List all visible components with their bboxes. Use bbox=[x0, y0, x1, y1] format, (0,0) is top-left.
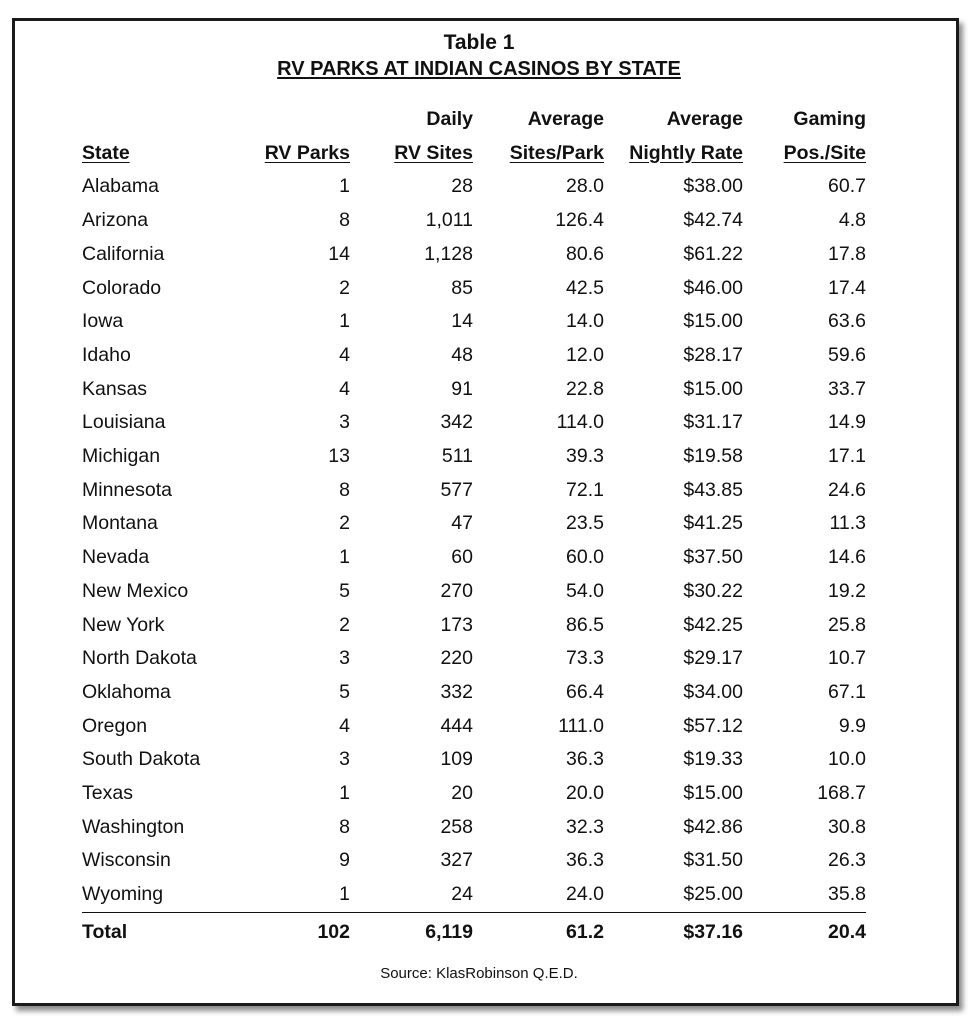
cell-gaming: 33.7 bbox=[828, 377, 866, 400]
cell-avg-sites: 42.5 bbox=[566, 276, 604, 299]
cell-avg-sites: 80.6 bbox=[566, 242, 604, 265]
header-avg-sites-line1: Average bbox=[527, 108, 604, 130]
cell-avg-rate: $41.25 bbox=[683, 512, 743, 535]
cell-rv-sites: 1,011 bbox=[425, 209, 473, 232]
header-rv-sites-line1: Daily bbox=[426, 108, 473, 130]
cell-rv-sites: 1,128 bbox=[424, 242, 473, 265]
table-row bbox=[82, 507, 866, 541]
cell-rv-sites: 47 bbox=[451, 512, 473, 535]
cell-gaming: 63.6 bbox=[828, 310, 866, 333]
cell-gaming: 30.8 bbox=[828, 815, 866, 838]
cell-avg-rate: $46.00 bbox=[683, 276, 743, 299]
cell-rv-sites: 48 bbox=[451, 343, 473, 366]
cell-avg-sites: 66.4 bbox=[566, 680, 604, 703]
cell-rv-sites: 332 bbox=[440, 680, 473, 703]
cell-rv-parks: 4 bbox=[339, 377, 350, 400]
cell-avg-sites: 14.0 bbox=[566, 310, 604, 333]
cell-state: Louisiana bbox=[82, 411, 166, 434]
cell-rv-sites: 24 bbox=[451, 883, 473, 906]
cell-gaming: 10.7 bbox=[828, 647, 866, 670]
header-row-2 bbox=[82, 137, 866, 171]
table-row bbox=[82, 575, 866, 609]
cell-rv-sites: 444 bbox=[440, 714, 473, 737]
cell-avg-rate: $15.00 bbox=[683, 377, 743, 400]
cell-avg-sites: 36.3 bbox=[566, 849, 604, 872]
table-row bbox=[82, 743, 866, 777]
cell-state: Kansas bbox=[82, 377, 148, 400]
cell-gaming: 60.7 bbox=[828, 175, 866, 198]
cell-rv-parks: 1 bbox=[339, 310, 350, 333]
cell-rv-parks: 9 bbox=[339, 849, 350, 872]
cell-gaming: 17.8 bbox=[828, 242, 866, 265]
cell-rv-parks: 2 bbox=[339, 512, 350, 535]
cell-avg-sites: 36.3 bbox=[566, 748, 604, 771]
cell-avg-rate: $19.58 bbox=[683, 445, 743, 468]
cell-gaming: 59.6 bbox=[828, 343, 866, 366]
table-row bbox=[82, 811, 866, 845]
total-rv-sites: 6,119 bbox=[350, 912, 473, 951]
cell-state: Montana bbox=[82, 512, 158, 535]
cell-avg-rate: $19.33 bbox=[683, 748, 743, 771]
cell-rv-sites: 109 bbox=[440, 748, 473, 771]
total-rv-parks: 102 bbox=[242, 912, 350, 951]
total-avg-rate: $37.16 bbox=[604, 912, 743, 951]
cell-gaming: 4.8 bbox=[838, 209, 866, 232]
table-row bbox=[82, 474, 866, 508]
cell-avg-rate: $30.22 bbox=[683, 579, 743, 602]
cell-gaming: 26.3 bbox=[828, 849, 866, 872]
cell-state: New Mexico bbox=[82, 579, 189, 602]
header-avg-sites bbox=[473, 137, 604, 171]
cell-rv-sites: 220 bbox=[440, 647, 473, 670]
cell-gaming: 14.9 bbox=[828, 411, 866, 434]
cell-avg-sites: 20.0 bbox=[566, 782, 604, 805]
table-row bbox=[82, 844, 866, 878]
header-avg-rate-line1: Average bbox=[666, 108, 743, 130]
cell-rv-sites: 20 bbox=[451, 782, 473, 805]
cell-rv-sites: 85 bbox=[451, 276, 473, 299]
cell-state: Washington bbox=[82, 815, 185, 838]
cell-avg-rate: $25.00 bbox=[683, 883, 743, 906]
cell-avg-rate: $61.22 bbox=[683, 242, 743, 265]
header-row-1 bbox=[82, 103, 866, 137]
cell-avg-rate: $37.50 bbox=[683, 546, 743, 569]
cell-rv-sites: 14 bbox=[451, 310, 473, 333]
cell-state: North Dakota bbox=[82, 647, 197, 670]
cell-rv-parks: 13 bbox=[328, 445, 350, 468]
cell-rv-parks: 8 bbox=[339, 815, 350, 838]
rv-parks-table bbox=[82, 103, 866, 951]
cell-gaming: 11.3 bbox=[829, 512, 866, 535]
cell-rv-parks: 4 bbox=[339, 714, 350, 737]
cell-avg-sites: 72.1 bbox=[566, 478, 604, 501]
table-row bbox=[82, 609, 866, 643]
table-row bbox=[82, 440, 866, 474]
cell-avg-sites: 86.5 bbox=[566, 613, 604, 636]
table-row bbox=[82, 878, 866, 912]
cell-state: Colorado bbox=[82, 276, 162, 299]
cell-gaming: 35.8 bbox=[828, 883, 866, 906]
cell-state: Iowa bbox=[82, 310, 124, 333]
cell-state: Alabama bbox=[82, 175, 159, 198]
table-row bbox=[82, 373, 866, 407]
cell-avg-rate: $15.00 bbox=[683, 310, 743, 333]
cell-gaming: 10.0 bbox=[828, 748, 866, 771]
cell-rv-sites: 577 bbox=[440, 478, 473, 501]
cell-rv-parks: 8 bbox=[339, 478, 350, 501]
cell-state: Michigan bbox=[82, 445, 161, 468]
table-row bbox=[82, 406, 866, 440]
source-note: Source: KlasRobinson Q.E.D. bbox=[380, 965, 578, 982]
cell-rv-parks: 3 bbox=[339, 748, 350, 771]
total-avg-sites: 61.2 bbox=[473, 912, 604, 951]
cell-rv-sites: 91 bbox=[451, 377, 473, 400]
cell-state: South Dakota bbox=[82, 748, 201, 771]
cell-avg-sites: 73.3 bbox=[566, 647, 604, 670]
cell-state: New York bbox=[82, 613, 165, 636]
cell-gaming: 17.4 bbox=[828, 276, 866, 299]
table-row bbox=[82, 710, 866, 744]
cell-avg-rate: $57.12 bbox=[683, 714, 743, 737]
cell-rv-sites: 173 bbox=[440, 613, 473, 636]
cell-rv-sites: 28 bbox=[451, 175, 473, 198]
cell-avg-sites: 28.0 bbox=[566, 175, 604, 198]
cell-rv-sites: 511 bbox=[441, 445, 473, 468]
cell-rv-parks: 14 bbox=[328, 242, 350, 265]
table-row bbox=[82, 238, 866, 272]
cell-gaming: 25.8 bbox=[828, 613, 866, 636]
cell-rv-parks: 3 bbox=[339, 411, 350, 434]
cell-gaming: 24.6 bbox=[828, 478, 866, 501]
table-body bbox=[82, 170, 866, 912]
header-state-line1 bbox=[82, 103, 242, 137]
cell-avg-rate: $38.00 bbox=[683, 175, 743, 198]
header-avg-rate-label: Nightly Rate bbox=[629, 141, 743, 164]
cell-avg-sites: 39.3 bbox=[566, 445, 604, 468]
total-row bbox=[82, 912, 866, 951]
cell-avg-sites: 54.0 bbox=[566, 579, 604, 602]
cell-rv-sites: 327 bbox=[440, 849, 473, 872]
cell-avg-rate: $42.86 bbox=[683, 815, 743, 838]
cell-avg-rate: $31.50 bbox=[683, 849, 743, 872]
header-gaming bbox=[743, 137, 866, 171]
cell-avg-sites: 23.5 bbox=[566, 512, 604, 535]
cell-gaming: 19.2 bbox=[828, 579, 866, 602]
header-state bbox=[82, 137, 242, 171]
cell-rv-parks: 2 bbox=[339, 613, 350, 636]
cell-avg-rate: $42.25 bbox=[683, 613, 743, 636]
table-row bbox=[82, 170, 866, 204]
header-rv-parks-line1 bbox=[242, 103, 350, 137]
table-row bbox=[82, 272, 866, 306]
cell-state: California bbox=[82, 242, 165, 265]
header-avg-rate bbox=[604, 137, 743, 171]
cell-state: Wyoming bbox=[82, 883, 164, 906]
cell-rv-parks: 1 bbox=[339, 546, 350, 569]
cell-state: Idaho bbox=[82, 343, 131, 366]
cell-gaming: 168.7 bbox=[817, 782, 866, 805]
cell-gaming: 67.1 bbox=[828, 680, 866, 703]
cell-avg-sites: 32.3 bbox=[566, 815, 604, 838]
table-row bbox=[82, 305, 866, 339]
cell-gaming: 14.6 bbox=[828, 546, 866, 569]
cell-state: Wisconsin bbox=[82, 849, 171, 872]
cell-rv-parks: 8 bbox=[339, 209, 350, 232]
cell-avg-sites: 114.0 bbox=[556, 411, 604, 434]
cell-avg-sites: 111.0 bbox=[558, 714, 604, 737]
cell-avg-rate: $28.17 bbox=[683, 343, 743, 366]
table-row bbox=[82, 777, 866, 811]
cell-state: Minnesota bbox=[82, 478, 172, 501]
header-rv-parks bbox=[242, 137, 350, 171]
cell-rv-parks: 1 bbox=[339, 782, 350, 805]
cell-avg-rate: $29.17 bbox=[683, 647, 743, 670]
cell-avg-sites: 126.4 bbox=[555, 209, 604, 232]
cell-avg-rate: $34.00 bbox=[683, 680, 743, 703]
table-row bbox=[82, 339, 866, 373]
header-gaming-label: Pos./Site bbox=[783, 141, 866, 164]
cell-rv-parks: 5 bbox=[339, 579, 350, 602]
cell-state: Arizona bbox=[82, 209, 149, 232]
cell-avg-rate: $15.00 bbox=[683, 782, 743, 805]
header-avg-sites-label: Sites/Park bbox=[509, 141, 604, 164]
cell-state: Oregon bbox=[82, 714, 148, 737]
total-label: Total bbox=[82, 912, 242, 951]
table-title: Table 1 bbox=[443, 31, 515, 54]
header-gaming-line1: Gaming bbox=[793, 108, 866, 130]
cell-rv-parks: 5 bbox=[339, 680, 350, 703]
table-row bbox=[82, 541, 866, 575]
cell-rv-parks: 3 bbox=[339, 647, 350, 670]
cell-rv-parks: 1 bbox=[339, 175, 350, 198]
cell-rv-parks: 4 bbox=[339, 343, 350, 366]
cell-rv-sites: 60 bbox=[451, 546, 473, 569]
cell-avg-rate: $42.74 bbox=[683, 209, 743, 232]
cell-rv-parks: 1 bbox=[339, 883, 350, 906]
cell-avg-sites: 24.0 bbox=[566, 883, 604, 906]
table-row bbox=[82, 676, 866, 710]
cell-avg-sites: 12.0 bbox=[566, 343, 604, 366]
cell-state: Nevada bbox=[82, 546, 150, 569]
header-rv-sites-label: RV Sites bbox=[394, 141, 473, 164]
cell-state: Oklahoma bbox=[82, 680, 171, 703]
cell-rv-parks: 2 bbox=[339, 276, 350, 299]
cell-gaming: 17.1 bbox=[828, 445, 866, 468]
cell-avg-rate: $31.17 bbox=[683, 411, 743, 434]
table-subtitle bbox=[0, 57, 958, 81]
total-gaming: 20.4 bbox=[743, 912, 866, 951]
cell-avg-rate: $43.85 bbox=[683, 478, 743, 501]
header-rv-sites bbox=[350, 137, 473, 171]
cell-rv-sites: 342 bbox=[440, 411, 473, 434]
cell-rv-sites: 258 bbox=[440, 815, 473, 838]
cell-gaming: 9.9 bbox=[838, 714, 866, 737]
cell-avg-sites: 22.8 bbox=[566, 377, 604, 400]
header-state-label: State bbox=[82, 141, 130, 164]
table-row bbox=[82, 642, 866, 676]
cell-state: Texas bbox=[82, 782, 133, 805]
cell-avg-sites: 60.0 bbox=[566, 546, 604, 569]
header-rv-parks-label: RV Parks bbox=[264, 141, 350, 164]
cell-rv-sites: 270 bbox=[440, 579, 473, 602]
table-row bbox=[82, 204, 866, 238]
table-subtitle-text: RV PARKS AT INDIAN CASINOS BY STATE bbox=[277, 58, 681, 80]
